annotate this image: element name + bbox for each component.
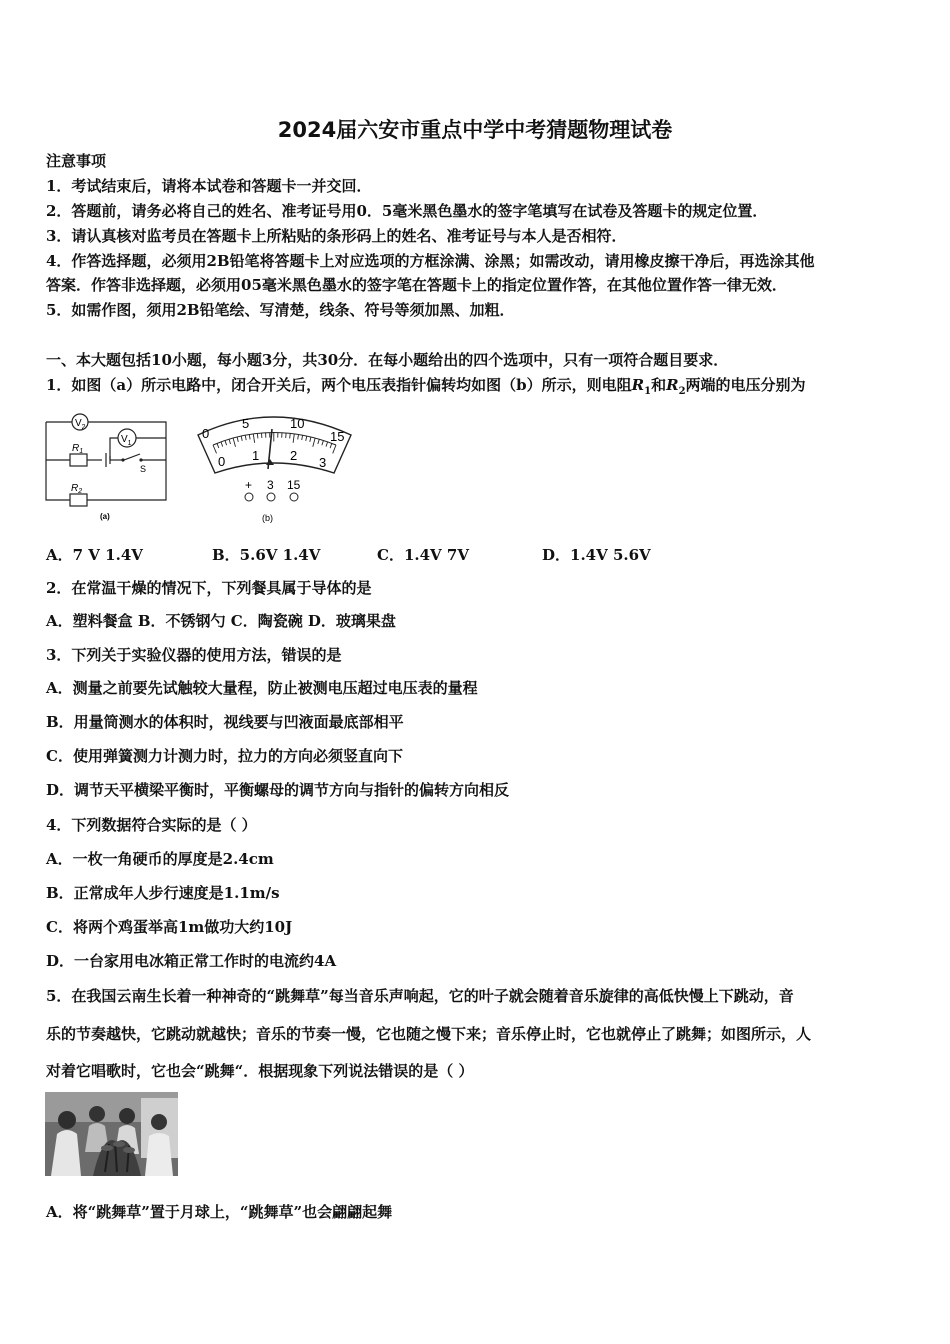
q1-stem: 1．如图（a）所示电路中，闭合开关后，两个电压表指针偏转均如图（b）所示，则电阻$R_1$和$R_2$两端的电压分别为 [46, 376, 806, 397]
section-heading: 一、本大题包括10小题，每小题3分，共30分．在每小题给出的四个选项中，只有一项符合题目要求． [46, 351, 729, 369]
terminal-plus-label: + [245, 478, 253, 492]
q4-option-a: A．一枚一角硬币的厚度是2.4cm [46, 850, 274, 868]
q5-option-a: A．将“跳舞草”置于月球上，“跳舞草”也会翩翩起舞 [46, 1203, 393, 1221]
q3-option-d: D．调节天平横梁平衡时，平衡螺母的调节方向与指针的偏转方向相反 [46, 781, 510, 799]
figure-b-caption: (b) [262, 513, 273, 523]
terminal-3 [267, 493, 275, 501]
notice-item: 2．答题前，请务必将自己的姓名、准考证号用0．5毫米黑色墨水的签字笔填写在试卷及答题卡的规定位置． [46, 202, 768, 220]
v2-label: $V_2$ [75, 418, 86, 431]
notice-item: 3．请认真核对监考员在答题卡上所粘贴的条形码上的姓名、准考证号与本人是否相符． [46, 227, 627, 245]
switch-label: S [140, 464, 147, 474]
switch-contact [121, 458, 124, 461]
voltmeter-dial-b [188, 405, 363, 527]
notice-item: 答案．作答非选择题，必须用05毫米黑色墨水的签字笔在答题卡上的指定位置作答，在其他位置作答一律无效． [46, 276, 787, 294]
q1-option-a: A．7 V 1.4V [46, 546, 143, 564]
figure-a-caption: (a) [100, 512, 110, 521]
q3-stem: 3．下列关于实验仪器的使用方法，错误的是 [46, 646, 342, 664]
q2-stem: 2．在常温干燥的情况下，下列餐具属于导体的是 [46, 579, 372, 597]
r1-label: $R_1$ [72, 443, 84, 455]
q3-option-c: C．使用弹簧测力计测力时，拉力的方向必须竖直向下 [46, 747, 403, 765]
terminal-15-label: 15 [287, 478, 301, 492]
q3-option-a: A．测量之前要先试触较大量程，防止被测电压超过电压表的量程 [46, 679, 478, 697]
q1-option-d: D．1.4V 5.6V [542, 546, 651, 564]
terminal-plus [245, 493, 253, 501]
page-title: 2024届六安市重点中学中考猜题物理试卷 [277, 118, 673, 142]
v1-label: $V_1$ [121, 434, 132, 447]
terminal-15 [290, 493, 298, 501]
q2-options: A．塑料餐盒 B．不锈钢勺 C．陶瓷碗 D．玻璃果盘 [46, 612, 396, 630]
top-scale-5: 5 [242, 416, 250, 431]
q5-stem-line2: 乐的节奏越快，它跳动就越快；音乐的节奏一慢，它也随之慢下来；音乐停止时，它也就停止了跳舞；如图所示，人 [46, 1025, 812, 1043]
notice-item: 1．考试结束后，请将本试卷和答题卡一并交回． [46, 177, 372, 195]
q1-option-c: C．1.4V 7V [377, 546, 469, 564]
terminal-3-label: 3 [267, 478, 274, 492]
notice-heading: 注意事项 [46, 152, 107, 170]
q5-stem-line1: 5．在我国云南生长着一种神奇的“跳舞草”每当音乐声响起，它的叶子就会随着音乐旋律的高低快慢上下跳动，音 [46, 987, 794, 1005]
q3-option-b: B．用量筒测水的体积时，视线要与凹液面最底部相平 [46, 713, 404, 731]
dial-tick [290, 433, 291, 438]
q1-option-b: B．5.6V 1.4V [212, 546, 321, 564]
notice-item: 4．作答选择题，必须用2B铅笔将答题卡上对应选项的方框涂满、涂黑；如需改动，请用橡皮擦干净后，再选涂其他 [46, 252, 815, 270]
top-scale-15: 15 [330, 429, 345, 444]
dial-tick [257, 433, 258, 438]
switch-contact [139, 458, 142, 461]
bottom-scale-1: 1 [252, 448, 260, 463]
q5-stem-line3: 对着它唱歌时，它也会“跳舞“．根据现象下列说法错误的是（ ） [46, 1062, 474, 1080]
dancing-grass-photo [45, 1092, 178, 1176]
bottom-scale-2: 2 [290, 448, 298, 463]
top-scale-10: 10 [290, 416, 305, 431]
bottom-scale-0: 0 [218, 454, 226, 469]
q4-option-c: C．将两个鸡蛋举高1m做功大约10J [46, 918, 293, 936]
r2-label: $R_2$ [71, 483, 83, 495]
bottom-scale-3: 3 [319, 455, 327, 470]
q4-stem: 4．下列数据符合实际的是（ ） [46, 816, 257, 834]
top-scale-0: 0 [202, 426, 210, 441]
q4-option-b: B．正常成年人步行速度是1.1m/s [46, 884, 280, 902]
notice-item: 5．如需作图，须用2B铅笔绘、写清楚，线条、符号等须加黑、加粗． [46, 301, 515, 319]
q4-option-d: D．一台家用电冰箱正常工作时的电流约4A [46, 952, 337, 970]
circuit-diagram-a [40, 405, 175, 525]
